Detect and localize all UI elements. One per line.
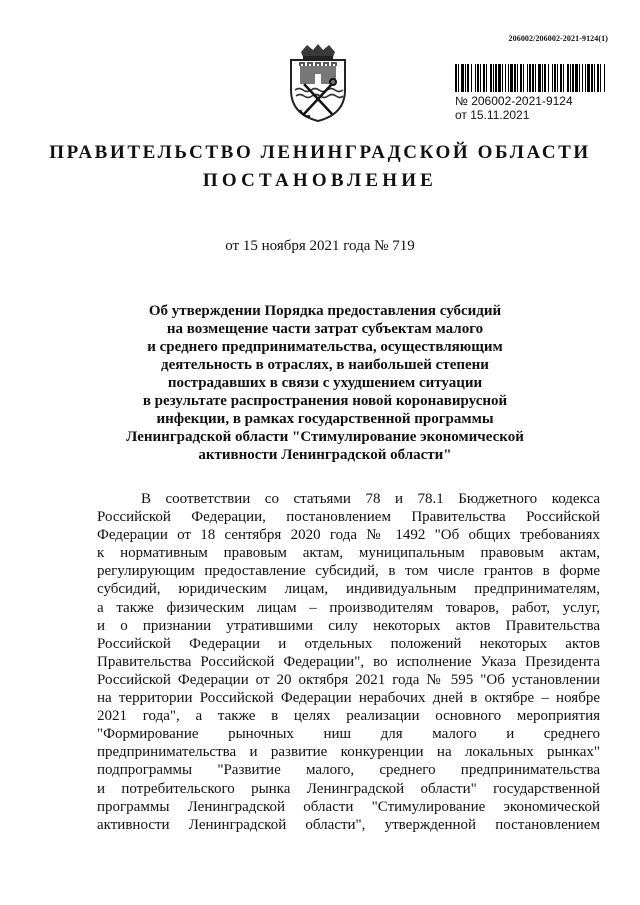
registration-block [455, 64, 605, 122]
subject-line: на возмещение части затрат субъектам малого [166, 321, 484, 337]
document-subject [120, 302, 530, 464]
body-line: и о признании утратившими силу некоторых актов Правительства [97, 617, 600, 634]
body-line: 2021 года", а также в целях реализации основного мероприятия [97, 708, 600, 725]
body-line: к нормативным правовым актам, муниципальным правовым актам, [97, 545, 600, 562]
subject-line: в результате распространения новой коронавирусной [142, 393, 508, 409]
body-line: подпрограммы "Развитие малого, среднего предпринимательства [97, 762, 600, 779]
document-type: ПОСТАНОВЛЕНИЕ [202, 170, 438, 191]
document-date-number: от 15 ноября 2021 года № 719 [225, 238, 415, 254]
subject-line: пострадавших в связи с ухудшением ситуации [167, 375, 483, 391]
subject-line: Ленинградской области "Стимулирование экономической [126, 429, 524, 445]
subject-line: инфекции, в рамках государственной программы [156, 411, 494, 427]
body-line: Российской Федерации и отдельных положений некоторых актов [97, 635, 600, 652]
document-code: 206002/206002-2021-9124(1) [508, 34, 608, 43]
body-line: предпринимательства и развитие конкуренции на локальных рынках" [97, 744, 600, 761]
government-title: ПРАВИТЕЛЬСТВО ЛЕНИНГРАДСКОЙ ОБЛАСТИ [49, 142, 591, 163]
body-line: Российской Федерации, постановлением Правительства Российской [97, 509, 600, 526]
body-line: Правительства Российской Федерации", во исполнение Указа Президента [97, 653, 600, 670]
body-line: Российской Федерации от 20 октября 2021 года № 595 "Об установлении [97, 671, 600, 688]
body-paragraph [97, 490, 600, 834]
body-line: программы Ленинградской области "Стимулирование экономической [97, 798, 600, 815]
registration-date: от 15.11.2021 [455, 108, 530, 122]
registration-number: № 206002-2021-9124 [455, 94, 573, 108]
subject-line: и среднего предпринимательства, осуществляющим [147, 339, 503, 355]
body-line: и потребительского рынка Ленинградской области" государственной [97, 780, 600, 797]
body-line: В соответствии со статьями 78 и 78.1 Бюджетного кодекса [141, 491, 600, 507]
subject-line: Об утверждении Порядка предоставления субсидий [148, 303, 502, 319]
body-line: а также физическим лицам – производителям товаров, работ, услуг, [97, 599, 600, 616]
body-line: активности Ленинградской области", утвержденной постановлением [97, 816, 600, 833]
barcode-icon [455, 64, 605, 92]
subject-line: активности Ленинградской области" [198, 447, 452, 463]
body-line: регулирующим предоставление субсидий, в том числе грантов в форме [97, 563, 600, 580]
body-line: субсидий, юридическим лицам, индивидуальным предпринимателям, [97, 581, 600, 598]
body-line: Федерации от 18 сентября 2020 года № 1492 "Об общих требованиях [97, 527, 600, 544]
body-line: "Формирование рыночных ниш для малого и среднего [97, 726, 600, 743]
coat-of-arms-icon [287, 44, 349, 122]
body-line: на территории Российской Федерации нерабочих дней в октябре – ноябре [97, 690, 600, 707]
subject-line: деятельность в отраслях, в наибольшей степени [161, 357, 489, 373]
